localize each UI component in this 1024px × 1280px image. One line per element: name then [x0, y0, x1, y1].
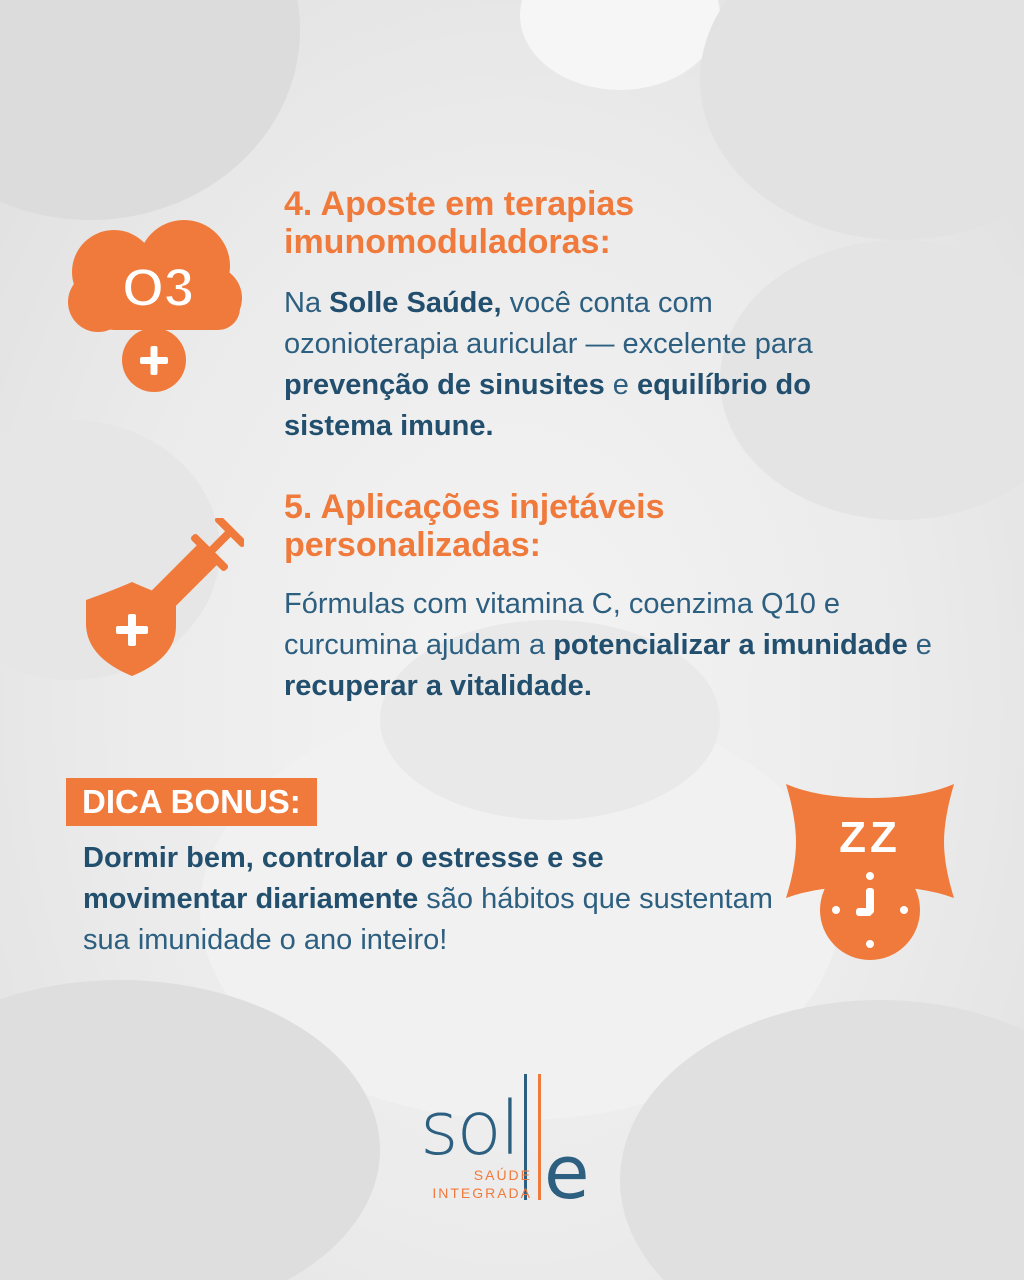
syringe-shield-icon: [76, 518, 244, 686]
logo-tagline-line1: SAÚDE: [473, 1167, 532, 1183]
section-5-body: [284, 584, 964, 707]
solle-logo-mark: [416, 1068, 616, 1208]
emphasis-text: equilíbrio do sistema imune.: [284, 369, 811, 442]
ozone-cloud-plus-icon: [62, 214, 246, 392]
section-4-heading-line1: 4. Aposte em terapias: [284, 185, 635, 223]
emphasis-text: prevenção de sinusites: [284, 369, 605, 401]
section-5-heading-line2: personalizadas:: [284, 526, 541, 564]
section-4-heading-line2: imunomoduladoras:: [284, 223, 611, 261]
ozone-icon-label: O3: [121, 258, 195, 318]
section-4-heading: [284, 185, 944, 261]
section-5-heading-line1: 5. Aplicações injetáveis: [284, 488, 665, 526]
body-text-run: Na: [284, 287, 330, 319]
logo-tagline-line2: INTEGRADA: [432, 1185, 532, 1201]
sleep-icon-label: ZZ: [839, 813, 901, 862]
body-text-run: e: [604, 369, 637, 401]
body-text-run: Fórmulas com vitamina C, coenzima Q10 e curcumina ajudam a: [284, 588, 841, 661]
body-text-run: você conta com ozonioterapia auricular — excelente para: [284, 287, 813, 360]
emphasis-text: Dormir bem, controlar o estresse e se movimentar diariamente: [83, 842, 604, 915]
section-5-heading: [284, 488, 964, 564]
emphasis-text: Solle Saúde,: [329, 287, 502, 319]
body-text-run: são hábitos que sustentam sua imunidade o ano inteiro!: [83, 883, 773, 956]
section-4-body: [284, 283, 884, 447]
emphasis-text: potencializar a imunidade: [553, 629, 908, 661]
sleep-pillow-clock-icon: [778, 778, 962, 962]
section-5: [284, 488, 964, 707]
solle-logo: [416, 1068, 616, 1208]
logo-wordmark-end: e: [544, 1130, 590, 1208]
section-4: [284, 185, 944, 447]
bonus-tag: DICA BONUS:: [66, 778, 317, 826]
body-text-run: e: [907, 629, 932, 661]
bonus-body: [83, 838, 773, 961]
emphasis-text: recuperar a vitalidade.: [284, 670, 592, 702]
logo-wordmark: sol: [420, 1086, 519, 1172]
